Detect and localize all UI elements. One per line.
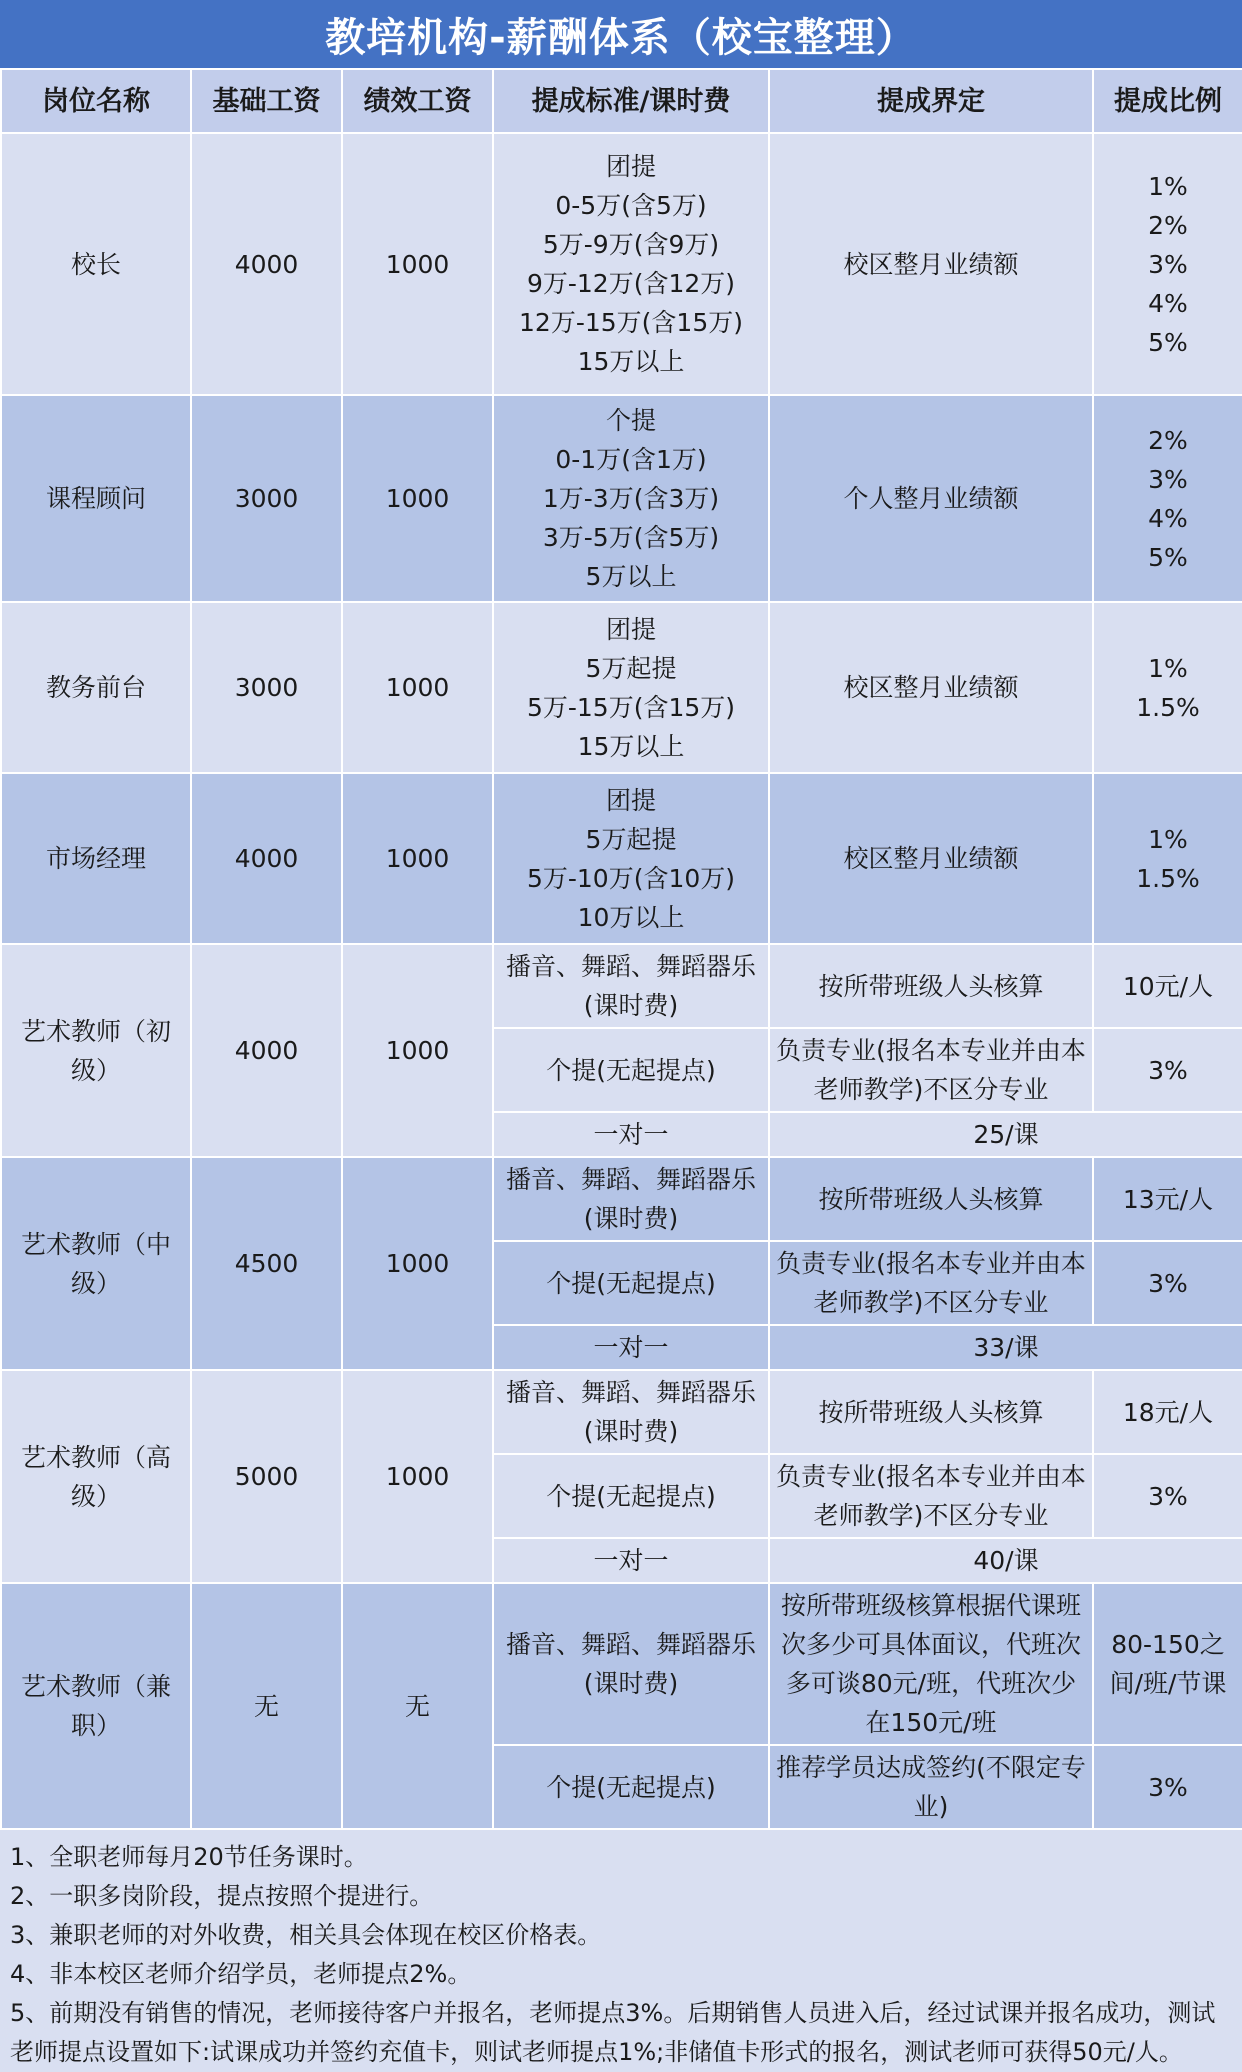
- base-cell: 4000: [191, 944, 342, 1157]
- standard-line: 0-5万(含5万): [555, 191, 707, 220]
- table-row: [1, 133, 1242, 395]
- scope-cell: 个人整月业绩额: [769, 395, 1093, 602]
- notes-section: [0, 1830, 1242, 2072]
- position-cell: 艺术教师（高级）: [1, 1370, 191, 1583]
- standard-line: 5万以上: [585, 562, 677, 591]
- lesson-fee-label: 播音、舞蹈、舞蹈器乐(课时费): [493, 1157, 769, 1241]
- standard-line: 3万-5万(含5万): [542, 523, 720, 552]
- standard-line: 5万起提: [585, 653, 677, 683]
- table-row: [1, 1157, 1242, 1241]
- standard-line: 5万-10万(含10万): [526, 863, 736, 893]
- col-header-scope: 提成界定: [769, 69, 1093, 133]
- perf-cell: 1000: [342, 1157, 493, 1370]
- personal-scope: 负责专业(报名本专业并由本老师教学)不区分专业: [769, 1028, 1093, 1112]
- one-on-one-label: 一对一: [493, 1538, 769, 1583]
- lesson-fee-scope: 按所带班级人头核算: [769, 944, 1093, 1028]
- position-cell: 校长: [1, 133, 191, 395]
- ratio-line: 5%: [1148, 327, 1188, 357]
- base-cell: 5000: [191, 1370, 342, 1583]
- perf-cell: 1000: [342, 133, 493, 395]
- one-on-one-value: 33/课: [769, 1325, 1242, 1370]
- table-row: [1, 1370, 1242, 1454]
- lesson-fee-label: 播音、舞蹈、舞蹈器乐(课时费): [493, 1583, 769, 1745]
- personal-ratio: 3%: [1093, 1028, 1242, 1112]
- page-title: 教培机构-薪酬体系（校宝整理）: [0, 0, 1242, 68]
- ratio-cell: [1093, 395, 1242, 602]
- standard-line: 12万-15万(含15万): [519, 308, 743, 337]
- ratio-line: 5%: [1148, 542, 1188, 572]
- perf-cell: 1000: [342, 602, 493, 773]
- lesson-fee-scope: 按所带班级核算根据代课班次多少可具体面议，代班次多可谈80元/班，代班次少在150元/班: [769, 1583, 1093, 1745]
- ratio-line: 1%: [1148, 653, 1188, 683]
- standard-line: 0-1万(含1万): [555, 445, 707, 474]
- perf-cell: 无: [342, 1583, 493, 1829]
- standard-line: 9万-12万(含12万): [526, 269, 736, 298]
- col-header-position: 岗位名称: [1, 69, 191, 133]
- standard-line: 10万以上: [577, 902, 685, 932]
- standard-line: 个提: [605, 406, 656, 435]
- position-cell: 课程顾问: [1, 395, 191, 602]
- position-cell: 艺术教师（中级）: [1, 1157, 191, 1370]
- salary-table: [0, 68, 1242, 1830]
- base-cell: 4000: [191, 133, 342, 395]
- note-item: 1、全职老师每月20节任务课时。: [10, 1843, 368, 1871]
- position-cell: 艺术教师（初级）: [1, 944, 191, 1157]
- lesson-fee-scope: 按所带班级人头核算: [769, 1370, 1093, 1454]
- ratio-line: 1%: [1148, 824, 1188, 854]
- standard-cell: [493, 773, 769, 944]
- personal-label: 个提(无起提点): [493, 1454, 769, 1538]
- personal-ratio: 3%: [1093, 1745, 1242, 1829]
- personal-scope: 负责专业(报名本专业并由本老师教学)不区分专业: [769, 1454, 1093, 1538]
- personal-scope: 负责专业(报名本专业并由本老师教学)不区分专业: [769, 1241, 1093, 1325]
- table-row: [1, 944, 1242, 1028]
- scope-cell: 校区整月业绩额: [769, 133, 1093, 395]
- lesson-fee-ratio: 10元/人: [1093, 944, 1242, 1028]
- standard-line: 5万-9万(含9万): [542, 230, 720, 259]
- ratio-line: 3%: [1148, 249, 1188, 279]
- base-cell: 3000: [191, 395, 342, 602]
- lesson-fee-ratio: 80-150之间/班/节课: [1093, 1583, 1242, 1745]
- lesson-fee-ratio: 18元/人: [1093, 1370, 1242, 1454]
- perf-cell: 1000: [342, 395, 493, 602]
- standard-line: 团提: [605, 785, 656, 815]
- scope-cell: 校区整月业绩额: [769, 773, 1093, 944]
- lesson-fee-ratio: 13元/人: [1093, 1157, 1242, 1241]
- scope-cell: 校区整月业绩额: [769, 602, 1093, 773]
- ratio-cell: [1093, 133, 1242, 395]
- ratio-line: 2%: [1148, 425, 1188, 455]
- note-item: 4、非本校区老师介绍学员，老师提点2%。: [10, 1960, 472, 1988]
- standard-cell: [493, 395, 769, 602]
- personal-label: 个提(无起提点): [493, 1745, 769, 1829]
- header-row: [1, 69, 1242, 133]
- standard-cell: [493, 602, 769, 773]
- lesson-fee-scope: 按所带班级人头核算: [769, 1157, 1093, 1241]
- one-on-one-label: 一对一: [493, 1325, 769, 1370]
- position-cell: 市场经理: [1, 773, 191, 944]
- ratio-cell: [1093, 602, 1242, 773]
- standard-line: 15万以上: [577, 731, 685, 761]
- position-cell: 教务前台: [1, 602, 191, 773]
- personal-scope: 推荐学员达成签约(不限定专业): [769, 1745, 1093, 1829]
- standard-line: 5万起提: [585, 824, 677, 854]
- personal-label: 个提(无起提点): [493, 1028, 769, 1112]
- col-header-standard: 提成标准/课时费: [493, 69, 769, 133]
- personal-ratio: 3%: [1093, 1241, 1242, 1325]
- standard-cell: [493, 133, 769, 395]
- ratio-cell: [1093, 773, 1242, 944]
- perf-cell: 1000: [342, 773, 493, 944]
- table-row: [1, 1583, 1242, 1745]
- table-row: [1, 395, 1242, 602]
- standard-line: 1万-3万(含3万): [542, 484, 720, 513]
- ratio-line: 1%: [1148, 171, 1188, 201]
- standard-line: 15万以上: [577, 347, 685, 376]
- one-on-one-value: 40/课: [769, 1538, 1242, 1583]
- note-item: 2、一职多岗阶段，提点按照个提进行。: [10, 1882, 434, 1910]
- table-row: [1, 773, 1242, 944]
- col-header-ratio: 提成比例: [1093, 69, 1242, 133]
- ratio-line: 1.5%: [1136, 863, 1200, 893]
- base-cell: 4500: [191, 1157, 342, 1370]
- base-cell: 4000: [191, 773, 342, 944]
- one-on-one-value: 25/课: [769, 1112, 1242, 1157]
- one-on-one-label: 一对一: [493, 1112, 769, 1157]
- standard-line: 团提: [605, 152, 656, 181]
- lesson-fee-label: 播音、舞蹈、舞蹈器乐(课时费): [493, 944, 769, 1028]
- standard-line: 团提: [605, 614, 656, 644]
- position-cell: 艺术教师（兼职）: [1, 1583, 191, 1829]
- note-item: 3、兼职老师的对外收费，相关具会体现在校区价格表。: [10, 1921, 602, 1949]
- personal-label: 个提(无起提点): [493, 1241, 769, 1325]
- note-item: 5、前期没有销售的情况，老师接待客户并报名，老师提点3%。后期销售人员进入后，经过试课并报名成功，测试老师提点设置如下:试课成功并签约充值卡，则试老师提点1%;非储值卡形式的报名，测试老师可获得50元/人。: [10, 1999, 1216, 2066]
- perf-cell: 1000: [342, 1370, 493, 1583]
- table-row: [1, 602, 1242, 773]
- lesson-fee-label: 播音、舞蹈、舞蹈器乐(课时费): [493, 1370, 769, 1454]
- base-cell: 3000: [191, 602, 342, 773]
- standard-line: 5万-15万(含15万): [526, 692, 736, 722]
- ratio-line: 2%: [1148, 210, 1188, 240]
- ratio-line: 1.5%: [1136, 692, 1200, 722]
- perf-cell: 1000: [342, 944, 493, 1157]
- ratio-line: 4%: [1148, 503, 1188, 533]
- base-cell: 无: [191, 1583, 342, 1829]
- ratio-line: 3%: [1148, 464, 1188, 494]
- col-header-perf: 绩效工资: [342, 69, 493, 133]
- ratio-line: 4%: [1148, 288, 1188, 318]
- personal-ratio: 3%: [1093, 1454, 1242, 1538]
- col-header-base: 基础工资: [191, 69, 342, 133]
